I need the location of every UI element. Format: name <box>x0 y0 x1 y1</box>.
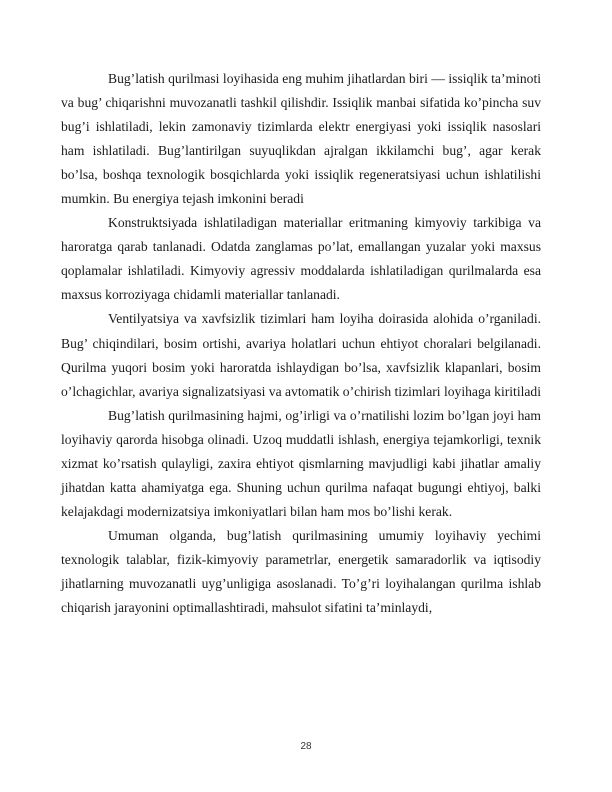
paragraph-safety: Ventilyatsiya va xavfsizlik tizimlari ham loyiha doirasida alohida o’rganiladi. Bug’ chiqindilari, bosim ortishi, avariya holatlari uchun ehtiyot choralari belgilanadi. Qurilma yuqori bosim yoki haroratda ishlaydigan bo’lsa, xavfsizlik klapanlari, bosim o’lchagichlar, avariya signalizatsiyasi va avtomatik o’chirish tizimlari loyihaga kiritiladi <box>61 311 541 399</box>
paragraph-heat-supply: Bug’latish qurilmasi loyihasida eng muhim jihatlardan biri — issiqlik ta’minoti va bug’ chiqarishni muvozanatli tashkil qilishdir. Issiqlik manbai sifatida ko’pincha suv bug’i ishlatiladi, lekin zamonaviy tizimlarda elektr energiyasi yoki issiqlik nasoslari ham ishlatiladi. Bug’lantirilgan suyuqlikdan ajralgan ikkilamchi bug’, agar kerak bo’lsa, boshqa texnologik bosqichlarda yoki issiqlik regeneratsiyasi uchun ishlatilishi mumkin. Bu energiya tejash imkonini beradi <box>61 71 541 207</box>
page-number: 28 <box>300 741 312 752</box>
paragraph-conclusion: Umuman olganda, bug’latish qurilmasining umumiy loyihaviy yechimi texnologik talablar, fizik-kimyoviy parametrlar, energetik samaradorlik va iqtisodiy jihatlarning muvozanatli uyg’unligiga asoslanadi. To’g’ri loyihalangan qurilma ishlab chiqarish jarayonini optimallashtiradi, mahsulot sifatini ta’minlaydi, <box>61 527 541 616</box>
body-text <box>61 67 541 620</box>
paragraph-materials: Konstruktsiyada ishlatiladigan materiallar eritmaning kimyoviy tarkibiga va haroratga qarab tanlanadi. Odatda zanglamas po’lat, emallangan yuzalar yoki maxsus qoplamalar ishlatiladi. Kimyoviy agressiv moddalarda ishlatiladigan qurilmalarda esa maxsus korroziyaga chidamli materiallar tanlanadi. <box>61 215 541 303</box>
paragraph-dimensions: Bug’latish qurilmasining hajmi, og’irligi va o’rnatilishi lozim bo’lgan joyi ham loyihaviy qarorda hisobga olinadi. Uzoq muddatli ishlash, energiya tejamkorligi, texnik xizmat ko’rsatish qulayligi, zaxira ehtiyot qismlarning mavjudligi kabi jihatlar amaliy jihatdan katta ahamiyatga ega. Shuning uchun qurilma nafaqat bugungi ehtiyoj, balki kelajakdagi modernizatsiya imkoniyatlari bilan ham mos bo’lishi kerak. <box>61 407 541 519</box>
